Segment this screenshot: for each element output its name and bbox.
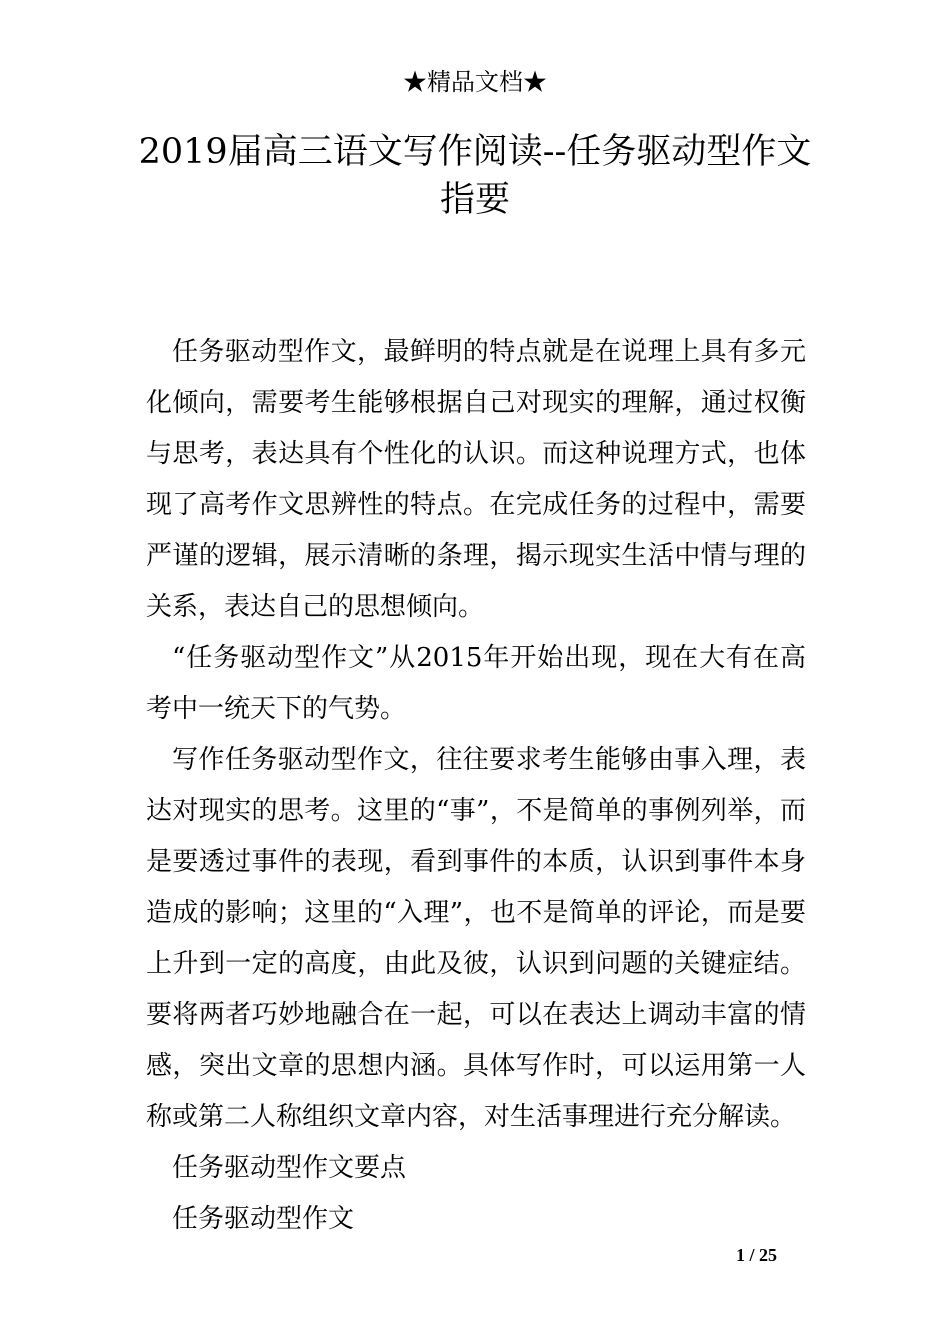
page-number: 1 / 25 — [736, 1245, 778, 1265]
section-heading: 任务驱动型作文要点 — [172, 1153, 407, 1183]
body-paragraph: 写作任务驱动型作文，往往要求考生能够由事入理，表达对现实的思考。这里的“事”，不是简单的事例列举，而是要透过事件的表现，看到事件的本质，认识到事件本身造成的影响；这里的“入理”，也不是简单的评论，而是要上升到一定的高度，由此及彼，认识到问题的关键症结。要将两者巧妙地融合在一起，可以在表达上调动丰富的情感，突出文章的思想内涵。具体写作时，可以运用第一人称或第二人称组织文章内容，对生活事理进行充分解读。 — [146, 745, 806, 1132]
body-paragraph: 任务驱动型作文，最鲜明的特点就是在说理上具有多元化倾向，需要考生能够根据自己对现实的理解，通过权衡与思考，表达具有个性化的认识。而这种说理方式，也体现了高考作文思辨性的特点。在完成任务的过程中，需要严谨的逻辑，展示清晰的条理，揭示现实生活中情与理的关系，表达自己的思想倾向。 — [146, 337, 806, 622]
body-paragraph: “任务驱动型作文”从2015年开始出现，现在大有在高考中一统天下的气势。 — [146, 643, 806, 724]
section-subheading: 任务驱动型作文 — [172, 1204, 355, 1234]
document-title: 2019届高三语文写作阅读--任务驱动型作文指要 — [138, 132, 812, 220]
document-body — [146, 327, 806, 1245]
header-mark: ★精品文档★ — [403, 68, 547, 96]
